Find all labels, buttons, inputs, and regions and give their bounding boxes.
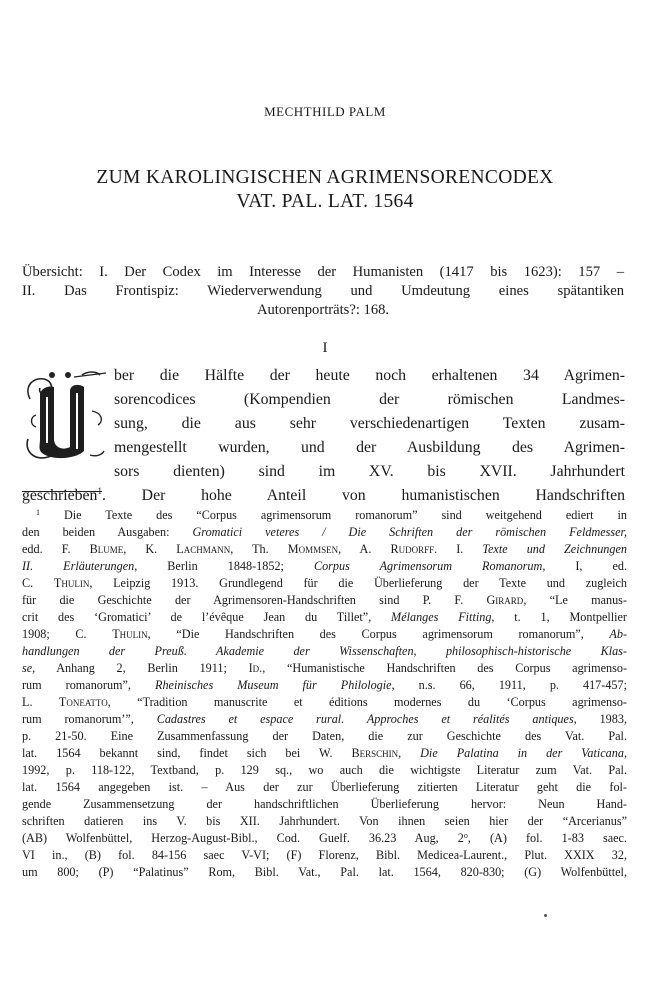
footnote-text: den beiden Ausgaben: xyxy=(22,525,193,539)
footnote-italic: Cadastres et espace rural. Approches et réalités antiques xyxy=(156,712,574,726)
footnote-smallcaps: Lachmann xyxy=(176,542,231,556)
footnote-italic: Mélanges Fitting xyxy=(391,610,492,624)
footnote-text: , n.s. 66, 1911, p. 417-457; xyxy=(391,678,627,692)
footnote-italic: se xyxy=(22,661,33,675)
footnote-italic: Gromatici veteres / Die Schriften der römischen Feldmesser, xyxy=(192,525,627,539)
overview-line: II. Das Frontispiz: Wiederverwendung und Umdeutung eines spätantiken xyxy=(22,283,624,299)
footnote-text: C. xyxy=(22,576,54,590)
footnote-text: , xyxy=(623,746,627,760)
footnote-text: crit des ‘Gromatici’ de l’évêque Jean du Tillet”, xyxy=(22,610,392,624)
footnote-smallcaps: Girard xyxy=(486,593,524,607)
footnote-italic: Die Palatina in der Vaticana xyxy=(420,746,624,760)
footnote-smallcaps: Rudorff xyxy=(390,542,435,556)
footnote-smallcaps: Id. xyxy=(248,661,263,675)
footnote-line xyxy=(22,711,627,728)
footnote-text: , A. xyxy=(338,542,391,556)
footnote-separator xyxy=(22,491,102,492)
footnote-text: , K. xyxy=(123,542,177,556)
body-line: ber die Hälfte der heute noch erhaltenen 34 Agrimen- xyxy=(114,367,625,384)
footnote-text: , “Le manus- xyxy=(523,593,627,607)
footnote-smallcaps: Blume xyxy=(89,542,124,556)
body-text: . Der hohe Anteil von humanistischen Handschriften xyxy=(101,487,625,504)
section-number: I xyxy=(322,340,328,356)
footnote-line: um 800; (P) “Palatinus” Rom, Bibl. Vat., Pal. lat. 1564, 820-830; (G) Wolfenbüttel, xyxy=(22,865,627,879)
footnote-text: (AB) Wolfenbüttel, Herzog-August-Bibl., Cod. Guelf. 36.23 Aug, 2 xyxy=(22,831,464,845)
footnote-italic: Texte und Zeichnungen xyxy=(482,542,627,556)
footnote-line xyxy=(22,626,627,643)
article-title-line-1: ZUM KAROLINGISCHEN AGRIMENSORENCODEX xyxy=(96,167,554,188)
footnote-text: lat. 1564 bekannt sind, findet sich bei W. xyxy=(22,746,352,760)
footnote-line: 1992, p. 118-122, Textband, p. 129 sq., wo auch die wichtigste Literatur zum Vat. Pal. xyxy=(22,763,627,777)
footnote-text: , Leipzig 1913. Grundlegend für die Überlieferung der Texte und zugleich xyxy=(89,576,627,590)
scan-speck xyxy=(544,914,547,917)
overview-line: Übersicht: I. Der Codex im Interesse der Humanisten (1417 bis 1623): 157 – xyxy=(22,264,624,280)
body-line: sors dienten) sind im XV. bis XVII. Jahrhundert xyxy=(114,463,625,480)
footnote-line xyxy=(22,524,627,541)
footnote-line: schriften datieren ins V. bis XII. Jahrhundert. Von ihnen seien hier der “Arcerianus” xyxy=(22,814,627,828)
footnote-text: , xyxy=(398,746,421,760)
footnote-text: , Anhang 2, Berlin 1911; xyxy=(32,661,249,675)
footnote-line xyxy=(22,575,627,592)
footnote-text: , t. 1, Montpellier xyxy=(491,610,627,624)
footnote-line xyxy=(22,643,627,660)
footnote-smallcaps: Thulin xyxy=(53,576,90,590)
footnote-text: , “Tradition manuscrite et éditions modernes du ‘Corpus agrimenso- xyxy=(107,695,627,709)
footnote-italic: II. Erläuterungen xyxy=(22,559,135,573)
footnote-text: rum romanorum’”, xyxy=(22,712,157,726)
body-line: sorencodices (Kompendien der römischen Landmes- xyxy=(114,391,625,408)
footnote-smallcaps: Toneatto xyxy=(58,695,108,709)
footnote-line xyxy=(22,541,627,558)
footnote-line xyxy=(22,558,627,575)
footnote-text: 1908; C. xyxy=(22,627,113,641)
body-line: sung, die aus sehr verschiedenartigen Texten zusam- xyxy=(114,415,625,432)
footnote-text: , “Die Handschriften des Corpus agrimensorum romanorum”, xyxy=(147,627,610,641)
footnote-line xyxy=(22,677,627,694)
footnote-line: p. 21-50. Eine Zusammenfassung der Daten, die zur Geschichte des Vat. Pal. xyxy=(22,729,627,743)
footnote-text: , 1983, xyxy=(573,712,627,726)
footnote-line: VI in., (B) fol. 84-156 saec V-VI; (F) Florenz, Bibl. Medicea-Laurent., Plut. XXIX 32, xyxy=(22,848,627,862)
footnote-smallcaps: Mommsen xyxy=(287,542,339,556)
footnote-italic: Ab- xyxy=(609,627,628,641)
footnote-smallcaps: Thulin xyxy=(112,627,148,641)
footnote-line xyxy=(22,660,627,677)
footnote-line xyxy=(22,609,627,626)
footnote-line: gende Zusammensetzung der handschriftlichen Überlieferung hervor: Neun Hand- xyxy=(22,797,627,811)
footnote-text: L. xyxy=(22,695,59,709)
initial-ornament-icon xyxy=(22,369,108,465)
footnote-text: , I, ed. xyxy=(542,559,627,573)
article-title-line-2: VAT. PAL. LAT. 1564 xyxy=(236,191,414,212)
footnote-line: lat. 1564 angegeben ist. – Aus der zur Überlieferung zitierten Literatur geht die fol- xyxy=(22,780,627,794)
body-line: mengestellt wurden, und der Ausbildung des Agrimen- xyxy=(114,439,625,456)
footnote-superscript: o xyxy=(463,831,468,840)
footnote-text: Die Texte des “Corpus agrimensorum romanorum” sind weitgehend ediert in xyxy=(63,508,627,522)
footnote-marker: 1 xyxy=(36,508,40,517)
footnote-line xyxy=(22,592,627,609)
overview-paragraph xyxy=(22,263,624,320)
footnote-text: , Th. xyxy=(230,542,288,556)
footnote-text: für die Geschichte der Agrimensoren-Handschriften sind P. F. xyxy=(22,593,487,607)
body-text: geschrieben xyxy=(22,487,98,504)
footnote-text: edd. F. xyxy=(22,542,90,556)
footnote-text: . I. xyxy=(434,542,483,556)
footnote-line xyxy=(22,694,627,711)
overview-line: Autorenporträts?: 168. xyxy=(256,302,390,318)
footnote-line xyxy=(22,507,627,524)
author-name: MECHTHILD PALM xyxy=(264,104,386,119)
footnote-italic: handlungen der Preuß. Akademie der Wissenschaften, philosophisch-historische Klas- xyxy=(22,644,627,658)
footnote-italic: Corpus Agrimensorum Romanorum xyxy=(313,559,543,573)
footnote-text: rum romanorum”, xyxy=(22,678,155,692)
decorated-initial-u xyxy=(22,369,108,465)
footnote-text: , (A) fol. 1-83 saec. xyxy=(467,831,627,845)
footnote-line xyxy=(22,830,627,847)
body-line xyxy=(22,486,625,506)
footnote-smallcaps: Berschin xyxy=(351,746,399,760)
footnote-text: , “Humanistische Handschriften des Corpus agrimenso- xyxy=(262,661,628,675)
footnote-text: , Berlin 1848-1852; xyxy=(134,559,314,573)
footnote-ref: 1 xyxy=(97,486,102,496)
footnote-line xyxy=(22,745,627,762)
footnote-italic: Rheinisches Museum für Philologie xyxy=(155,678,392,692)
